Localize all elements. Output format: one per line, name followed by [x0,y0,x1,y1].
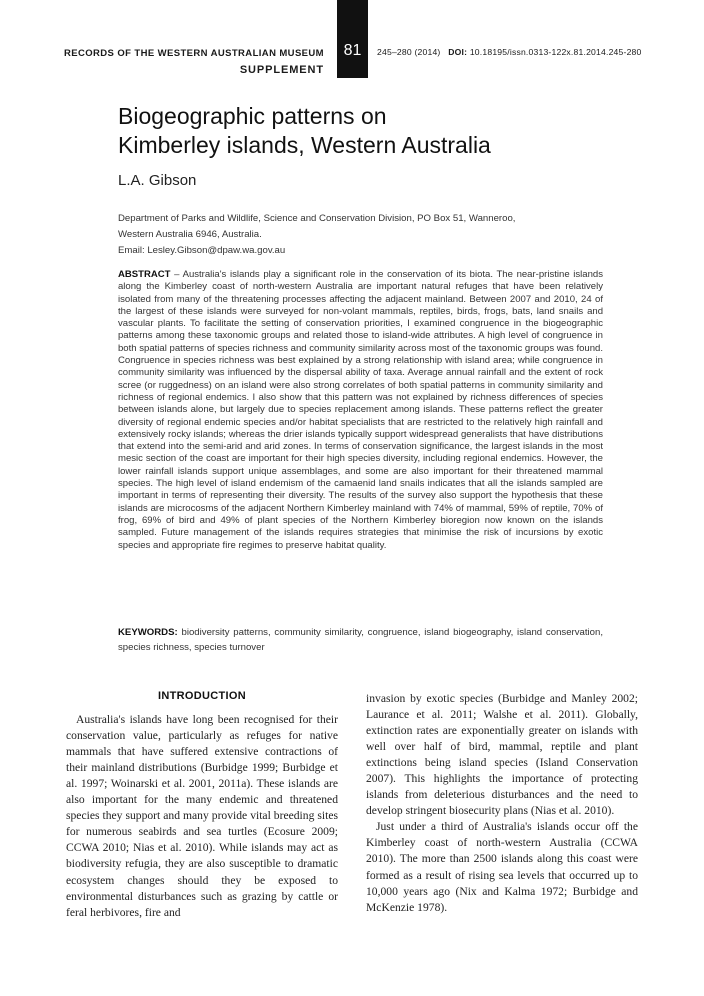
abstract [118,269,603,552]
introduction-heading: INTRODUCTION [158,690,246,702]
abstract-text: – Australia's islands play a significant role in the conservation of its biota. The near-pristine islands along the Kimberley coast of north-western Australia are important natural refuges that have been relatively isolated from many of the threatening processes affecting the adjacent mainland. Between 2007 and 2010, 24 of the largest of these islands were surveyed for non-volant mammals, reptiles, birds, frogs, bats, land snails and vascular plants. To facilitate the setting of conservation priorities, I examined congruence in the biogeographic patterns among these taxonomic groups and related those to island-wide attributes. A high level of congruence in both spatial patterns of species richness and community similarity across most of the taxonomic groups was found. Congruence in species richness was best explained by a strong relationship with island area; while congruence in community similarity was influenced by the dispersal ability of taxa. Average annual rainfall and the extent of rock scree (or ruggedness) on an island were also strong correlates of both spatial patterns in community similarity and richness of regional endemics. I also show that this pattern was not explained by richness differences of species between islands alone, but largely due to species replacement among islands. These patterns reflect the greater diversity of regional endemic species and/or habitat specialists that are restricted to the relatively high rainfall and extensively rocky islands; whereas the drier islands typically support widespread generalists that have distributions that extend into the semi-arid and arid zones. In terms of conservation significance, the largest islands in the most mesic section of the coast are important for their high species diversity, including regional endemics. However, the lower rainfall islands support unique assemblages, and some are also important for their threatened mammal species. The high level of island endemism of the camaenid land snails indicates that all the islands sampled are important in terms of representing their diversity. The results of the survey also support the hypothesis that these islands are microcosms of the adjacent Northern Kimberley mainland with 74% of mammal, 59% of reptile, 70% of frog, 69% of bird and 49% of plant species of the Northern Kimberley bioregion now known on the islands sampled. Future management of the islands requires strategies that minimise the risk of incursions by exotic species and appropriate fire regimes to preserve habitat quality. [118,269,603,551]
intro-paragraph-1-continued: invasion by exotic species (Burbidge and Manley 2002; Laurance et al. 2011; Walshe et al. 2011). Globally, extinction rates are exponentially greater on islands with well over half of bird, mammal, reptile and plant extinctions being island species (Island Conservation 2007). This highlights the importance of protecting islands from deleterious disturbances and the need to develop stringent biosecurity plans (Nias et al. 2010). [366,692,638,818]
keywords-text: biodiversity patterns, community similarity, congruence, island biogeography, island conservation, species richness, species turnover [118,627,603,653]
author-email[interactable]: Email: Lesley.Gibson@dpaw.wa.gov.au [118,245,286,256]
affiliation-line-1: Department of Parks and Wildlife, Science and Conservation Division, PO Box 51, Wanneroo, [118,213,516,224]
supplement-label: SUPPLEMENT [239,64,324,76]
page-range: 245–280 (2014) [377,47,441,57]
body-column-right [366,691,638,916]
intro-paragraph-1: Australia's islands have long been recognised for their conservation value, particularly as refuges for native mammals that have suffered extensive contractions of their mainland distributions (Burbidge 1999; Burbidge et al. 1997; Woinarski et al. 2001, 2011a). These islands are also important for the many endemic and threatened species they support and many provide vital breeding sites for numerous seabirds and sea turtles (Ecosure 2009; CCWA 2010; Nias et al. 2010). While islands may act as biodiversity refugia, they are also susceptible to dramatic ecosystem changes should they be exposed to environmental disturbances such as grazing by cattle or feral herbivores, fire and [66,713,338,919]
abstract-label: ABSTRACT [118,269,171,280]
supplement-number-box [337,0,368,78]
article-title [118,102,638,160]
body-column-left [66,688,338,921]
title-line-2: Kimberley islands, Western Australia [118,132,491,158]
keywords [118,625,603,655]
intro-paragraph-2: Just under a third of Australia's islands occur off the Kimberley coast of north-western Australia (CCWA 2010). The more than 2500 islands along this coast were formed as a result of rising sea levels that occurred up to 10,000 years ago (Nix and Kalma 1972; Burbidge and McKenzie 1978). [366,820,638,914]
citation-line [377,47,642,57]
journal-name: RECORDS OF THE WESTERN AUSTRALIAN MUSEUM [63,48,324,59]
author-name: L.A. Gibson [118,172,197,189]
supplement-number: 81 [343,42,362,59]
doi-label: DOI: [448,47,468,57]
affiliation-line-2: Western Australia 6946, Australia. [118,229,262,240]
title-line-1: Biogeographic patterns on [118,103,387,129]
affiliation [118,211,618,259]
doi-value[interactable]: 10.18195/issn.0313-122x.81.2014.245-280 [469,47,642,57]
keywords-label: KEYWORDS: [118,627,178,638]
journal-header [64,46,324,78]
